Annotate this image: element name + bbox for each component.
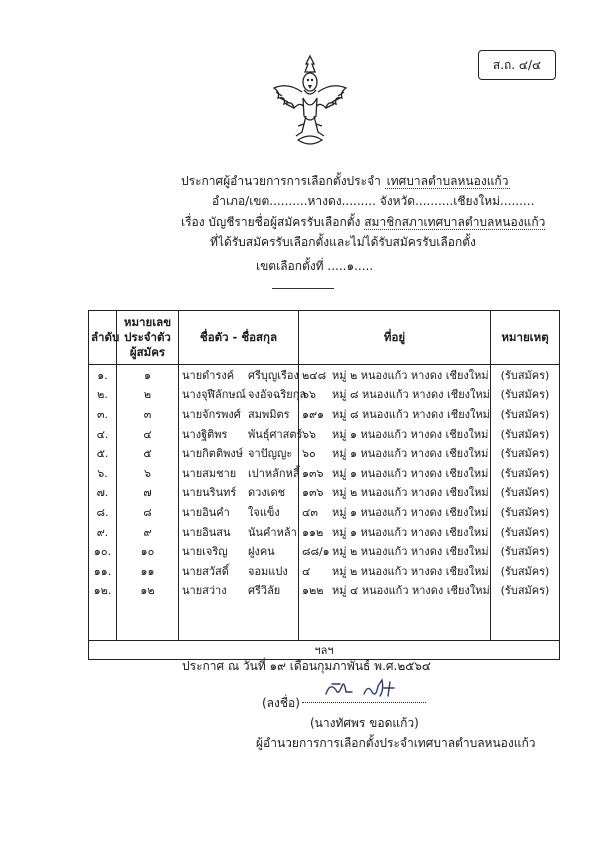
cell-address-detail: หมู่ ๘ หนองแก้ว หางดง เชียงใหม่	[332, 407, 490, 421]
form-code-box	[478, 50, 556, 80]
cell-address-detail: หมู่ ๑ หนองแก้ว หางดง เชียงใหม่	[332, 466, 489, 480]
cell-order: ๑๐.	[89, 541, 117, 561]
cell-address	[299, 561, 491, 581]
cell-order: ๕.	[89, 443, 117, 463]
cell-number: ๕	[117, 443, 179, 463]
cell-last-name: สมพมิตร	[248, 407, 290, 421]
cell-last-name: เปาหลักหลี้	[248, 466, 300, 480]
cell-last-name: ดวงเดช	[248, 486, 286, 500]
cell-first-name: นายนรินทร์	[182, 486, 237, 500]
table-row	[89, 502, 560, 522]
cell-number: ๖	[117, 463, 179, 483]
cell-last-name: ศรีวิลัย	[248, 584, 281, 598]
cell-remark: (รับสมัคร)	[491, 541, 560, 561]
cell-address	[299, 541, 491, 561]
cell-first-name: นายสว่าง	[182, 584, 227, 598]
cell-name	[179, 561, 299, 581]
table-row	[89, 404, 560, 424]
cell-address	[299, 522, 491, 542]
cell-last-name: จาปัญญะ	[248, 447, 293, 461]
cell-house-no: ๘๘/๑	[302, 545, 330, 559]
header-order: ลำดับ	[89, 311, 117, 365]
cell-name	[179, 502, 299, 522]
table-body	[89, 365, 560, 660]
cell-last-name: จอมแปง	[248, 564, 288, 578]
cell-last-name: พันธุ์ศาสตร์	[248, 427, 303, 441]
cell-address-detail: หมู่ ๑ หนองแก้ว หางดง เชียงใหม่	[332, 427, 489, 441]
cell-address-detail: หมู่ ๑ หนองแก้ว หางดง เชียงใหม่	[332, 447, 489, 461]
candidate-table	[88, 310, 560, 660]
cell-house-no: ๑๑๒	[302, 525, 324, 539]
header-number-l1: หมายเลข	[123, 315, 172, 329]
cell-number: ๘	[117, 502, 179, 522]
cell-last-name: ฝูงคน	[248, 545, 275, 559]
header-number-l3: ผู้สมัคร	[129, 345, 166, 359]
cell-address-detail: หมู่ ๒ หนองแก้ว หางดง เชียงใหม่	[332, 486, 489, 500]
cell-house-no: ๔	[302, 564, 311, 578]
cell-number: ๒	[117, 385, 179, 405]
cell-address-detail: หมู่ ๑ หนองแก้ว หางดง เชียงใหม่	[332, 525, 489, 539]
cell-number: ๑	[117, 365, 179, 385]
cell-last-name: นันคำหล้า	[248, 525, 297, 539]
cell-name	[179, 483, 299, 503]
cell-remark: (รับสมัคร)	[491, 522, 560, 542]
header-address: ที่อยู่	[299, 311, 491, 365]
signature-line	[302, 702, 426, 703]
header-line-2: อำเภอ/เขต..........หางดง......... จังหวัด..........เชียงใหม่.........	[212, 194, 535, 208]
header-line-4: ที่ได้รับสมัครรับเลือกตั้งและไม่ได้รับสมัครรับเลือกตั้ง	[210, 235, 476, 249]
table-row	[89, 385, 560, 405]
cell-address-detail: หมู่ ๒ หนองแก้ว หางดง เชียงใหม่	[332, 368, 489, 382]
garuda-emblem-icon	[268, 52, 352, 152]
table-row	[89, 483, 560, 503]
cell-order: ๑๑.	[89, 561, 117, 581]
cell-address	[299, 404, 491, 424]
subject-label: เรื่อง บัญชีรายชื่อผู้สมัครรับเลือกตั้ง	[181, 215, 361, 229]
cell-first-name: นายสมชาย	[182, 466, 237, 480]
cell-first-name: นายจักรพงศ์	[182, 407, 241, 421]
cell-name	[179, 404, 299, 424]
table-header-row	[89, 311, 560, 365]
cell-house-no: ๑๒๒	[302, 584, 324, 598]
cell-house-no: ๖๐	[302, 447, 316, 461]
end-mark: ฯลฯ	[89, 641, 560, 660]
cell-address	[299, 365, 491, 385]
header-number	[117, 311, 179, 365]
header-number-l2: ประจำตัว	[124, 330, 171, 344]
cell-name	[179, 365, 299, 385]
cell-order: ๓.	[89, 404, 117, 424]
cell-house-no: ๖๖	[302, 388, 316, 402]
cell-name	[179, 581, 299, 601]
cell-number: ๓	[117, 404, 179, 424]
cell-address-detail: หมู่ ๘ หนองแก้ว หางดง เชียงใหม่	[332, 388, 490, 402]
cell-remark: (รับสมัคร)	[491, 443, 560, 463]
cell-first-name: นายอินสน	[182, 525, 231, 539]
announce-date: ประกาศ ณ วันที่ ๑๙ เดือนกุมภาพันธ์ พ.ศ.๒๕๖๔	[182, 659, 432, 673]
table-row	[89, 522, 560, 542]
cell-remark: (รับสมัคร)	[491, 581, 560, 601]
cell-house-no: ๖๖	[302, 427, 316, 441]
header-line-3	[181, 213, 545, 232]
cell-remark: (รับสมัคร)	[491, 483, 560, 503]
cell-remark: (รับสมัคร)	[491, 463, 560, 483]
cell-house-no: ๑๓๖	[302, 466, 324, 480]
sign-label: (ลงชื่อ)	[262, 696, 300, 710]
cell-number: ๑๐	[117, 541, 179, 561]
cell-first-name: นายเจริญ	[182, 545, 228, 559]
cell-order: ๑.	[89, 365, 117, 385]
cell-address-detail: หมู่ ๒ หนองแก้ว หางดง เชียงใหม่	[332, 545, 489, 559]
cell-address	[299, 424, 491, 444]
table-row	[89, 443, 560, 463]
cell-first-name: นายกิตติพงษ์	[182, 447, 243, 461]
table-filler-row	[89, 620, 560, 641]
cell-address	[299, 502, 491, 522]
cell-first-name: นายสวัสดิ์	[182, 564, 229, 578]
cell-house-no: ๒๔๘	[302, 368, 327, 382]
subject-value: สมาชิกสภาเทศบาลตำบลหนองแก้ว	[364, 215, 546, 229]
handwritten-signature-icon	[322, 676, 402, 702]
table-row	[89, 424, 560, 444]
cell-address	[299, 483, 491, 503]
cell-number: ๗	[117, 483, 179, 503]
cell-order: ๔.	[89, 424, 117, 444]
cell-address	[299, 385, 491, 405]
cell-address	[299, 463, 491, 483]
cell-house-no: ๑๙๑	[302, 407, 325, 421]
header-divider	[272, 288, 334, 289]
table-filler-row	[89, 600, 560, 620]
cell-order: ๗.	[89, 483, 117, 503]
cell-last-name: จงอัจฉริยกุล	[248, 388, 307, 402]
cell-first-name: นายดำรงค์	[182, 368, 235, 382]
cell-order: ๖.	[89, 463, 117, 483]
cell-number: ๑๑	[117, 561, 179, 581]
cell-house-no: ๔๓	[302, 505, 318, 519]
cell-number: ๑๒	[117, 581, 179, 601]
cell-remark: (รับสมัคร)	[491, 502, 560, 522]
cell-address-detail: หมู่ ๒ หนองแก้ว หางดง เชียงใหม่	[332, 564, 489, 578]
announcer-label: ประกาศผู้อำนวยการการเลือกตั้งประจำ	[181, 174, 381, 188]
cell-name	[179, 541, 299, 561]
header-line-5: เขตเลือกตั้งที่ .....๑.....	[256, 259, 374, 273]
cell-name	[179, 443, 299, 463]
table-row	[89, 581, 560, 601]
cell-order: ๑๒.	[89, 581, 117, 601]
table-row	[89, 541, 560, 561]
cell-order: ๙.	[89, 522, 117, 542]
header-line-1	[181, 172, 510, 191]
cell-remark: (รับสมัคร)	[491, 424, 560, 444]
table-row	[89, 463, 560, 483]
cell-order: ๒.	[89, 385, 117, 405]
cell-address-detail: หมู่ ๔ หนองแก้ว หางดง เชียงใหม่	[332, 584, 490, 598]
cell-remark: (รับสมัคร)	[491, 404, 560, 424]
cell-first-name: นายอินคำ	[182, 505, 230, 519]
signer-title: ผู้อำนวยการการเลือกตั้งประจำเทศบาลตำบลหนองแก้ว	[256, 736, 536, 750]
cell-house-no: ๑๓๖	[302, 486, 324, 500]
cell-remark: (รับสมัคร)	[491, 561, 560, 581]
cell-address	[299, 581, 491, 601]
signer-name: (นางทัศพร ขอดแก้ว)	[310, 716, 419, 730]
cell-name	[179, 463, 299, 483]
form-code: ส.ถ. ๔/๔	[492, 57, 542, 72]
cell-name	[179, 522, 299, 542]
cell-address-detail: หมู่ ๑ หนองแก้ว หางดง เชียงใหม่	[332, 505, 489, 519]
header-name: ชื่อตัว - ชื่อสกุล	[179, 311, 299, 365]
table-row	[89, 365, 560, 385]
table-row	[89, 561, 560, 581]
cell-first-name: นางฐิติพร	[182, 427, 228, 441]
cell-name	[179, 424, 303, 444]
header-remark: หมายเหตุ	[491, 311, 560, 365]
municipality-name: เทศบาลตำบลหนองแก้ว	[386, 174, 509, 188]
cell-last-name: ศรีบุญเรือง	[248, 368, 299, 382]
cell-first-name: นางจุฬีลักษณ์	[182, 388, 246, 402]
cell-remark: (รับสมัคร)	[491, 385, 560, 405]
cell-last-name: ใจแข็ง	[248, 505, 280, 519]
cell-remark: (รับสมัคร)	[491, 365, 560, 385]
cell-number: ๙	[117, 522, 179, 542]
cell-address	[299, 443, 491, 463]
cell-number: ๔	[117, 424, 179, 444]
cell-name	[179, 385, 307, 405]
cell-order: ๘.	[89, 502, 117, 522]
